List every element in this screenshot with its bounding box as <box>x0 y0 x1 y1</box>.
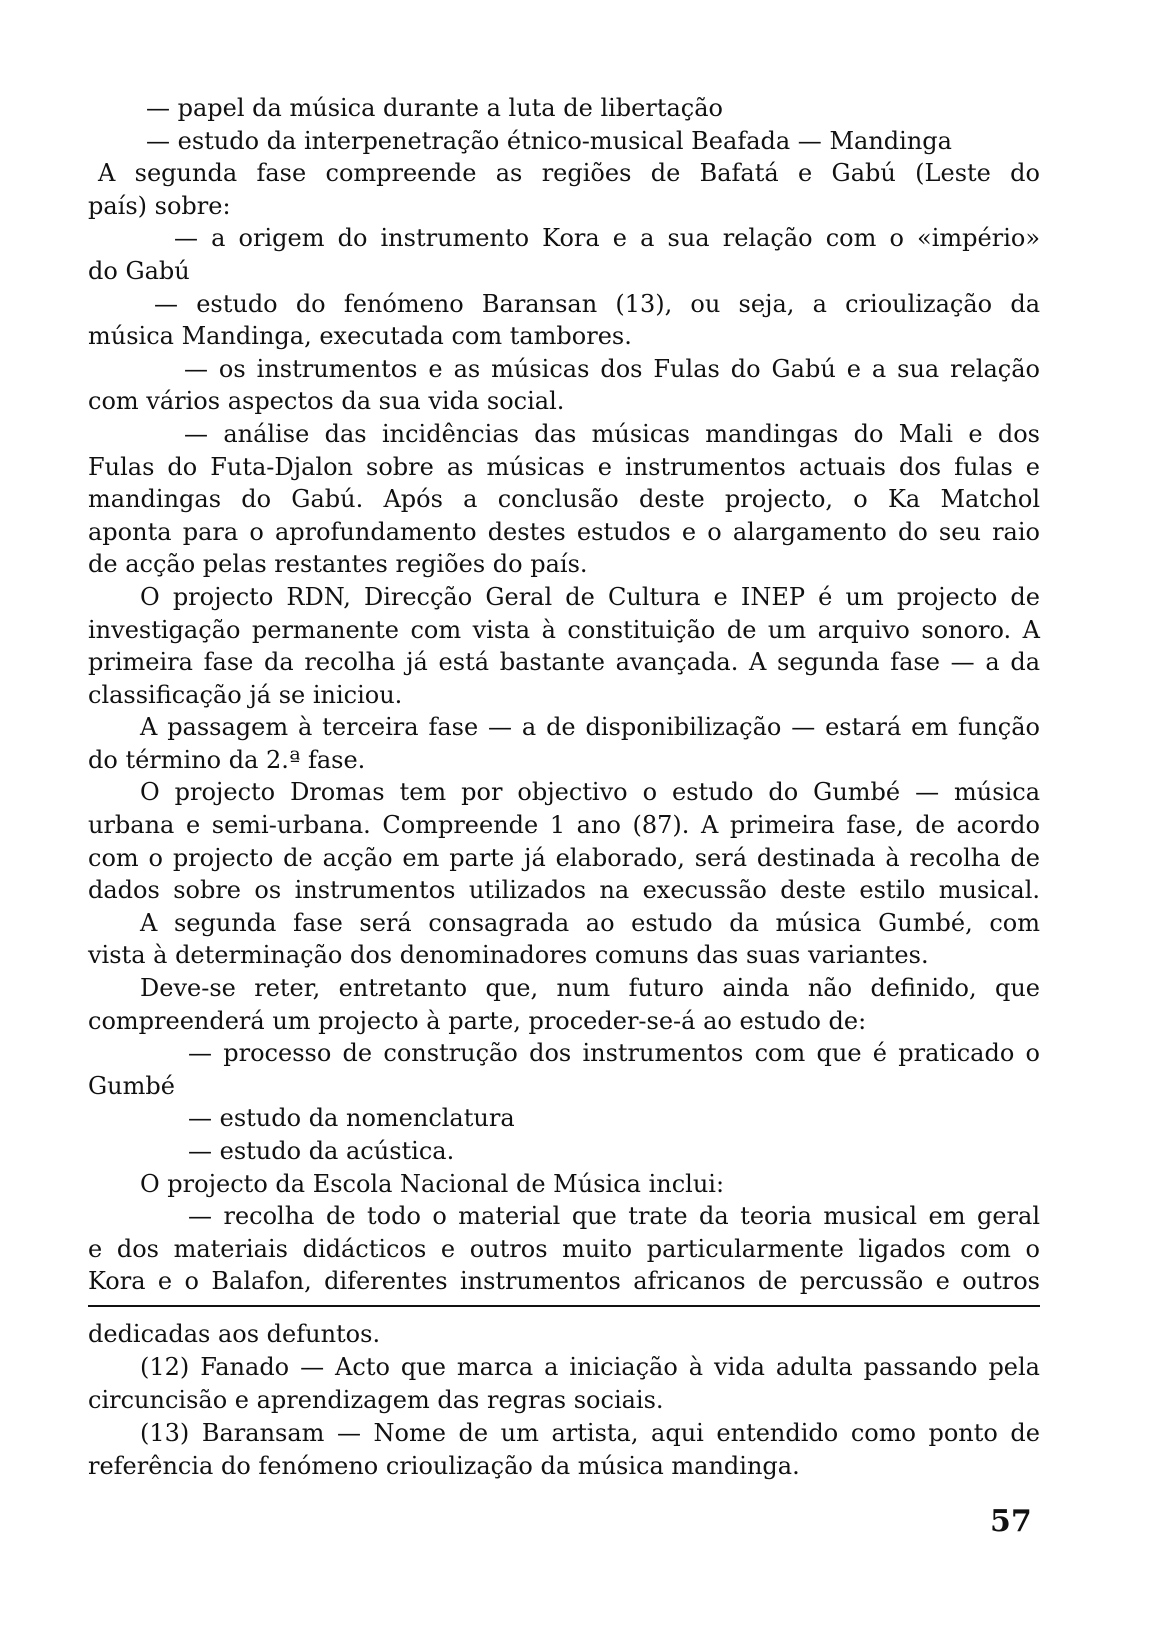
text-line: Gumbé <box>88 1071 175 1100</box>
main-text <box>88 92 1040 1298</box>
text-line: — processo de construção dos instrumentos com que é praticado o <box>188 1039 1040 1068</box>
text-line: — recolha de todo o material que trate da teoria musical em geral <box>188 1202 1040 1231</box>
text-line: — papel da música durante a luta de libertação <box>146 94 723 122</box>
text-line: dados sobre os instrumentos utilizados na execussão deste estilo musical. <box>88 876 1040 905</box>
text-line: O projecto RDN, Direcção Geral de Cultura e INEP é um projecto de <box>140 582 1040 611</box>
text-line: do Gabú <box>88 256 190 285</box>
text-line: O projecto Dromas tem por objectivo o estudo do Gumbé — música <box>140 778 1040 807</box>
text-line: — estudo da nomenclatura <box>188 1104 515 1133</box>
text-line: com o projecto de acção em parte já elaborado, será destinada à recolha de <box>88 843 1040 872</box>
separator-rule <box>88 1305 1040 1307</box>
text-line: A segunda fase compreende as regiões de Bafatá e Gabú (Leste do <box>98 159 1040 188</box>
text-line: urbana e semi-urbana. Compreende 1 ano (87). A primeira fase, de acordo <box>88 811 1040 840</box>
text-line: aponta para o aprofundamento destes estudos e o alargamento do seu raio <box>88 517 1040 546</box>
text-line: investigação permanente com vista à constituição de um arquivo sonoro. A <box>88 615 1040 644</box>
text-line: — estudo do fenómeno Baransan (13), ou seja, a crioulização da <box>154 289 1040 318</box>
text-line: — estudo da interpenetração étnico-musical Beafada — Mandinga <box>146 126 952 155</box>
footnote-line: (12) Fanado — Acto que marca a iniciação à vida adulta passando pela <box>140 1353 1040 1381</box>
text-line: — análise das incidências das músicas mandingas do Mali e dos <box>184 419 1040 448</box>
text-line: — a origem do instrumento Kora e a sua relação com o «império» <box>174 224 1040 253</box>
footnote-line: dedicadas aos defuntos. <box>88 1320 381 1348</box>
text-line: A passagem à terceira fase — a de disponibilização — estará em função <box>140 713 1040 742</box>
text-line: do término da 2.ª fase. <box>88 745 366 774</box>
text-line: vista à determinação dos denominadores comuns das suas variantes. <box>88 941 929 970</box>
text-line: A segunda fase será consagrada ao estudo da música Gumbé, com <box>140 908 1040 937</box>
text-line: O projecto da Escola Nacional de Música inclui: <box>140 1169 725 1198</box>
page-number: 57 <box>990 1504 1032 1539</box>
text-line: Deve-se reter, entretanto que, num futuro ainda não definido, que <box>140 974 1040 1003</box>
text-line: classificação já se iniciou. <box>88 680 403 709</box>
footnote-line: referência do fenómeno crioulização da música mandinga. <box>88 1452 800 1480</box>
text-line: música Mandinga, executada com tambores. <box>88 322 632 351</box>
text-line: e dos materiais didácticos e outros muito particularmente ligados com o <box>88 1234 1040 1263</box>
text-line: com vários aspectos da sua vida social. <box>88 387 565 416</box>
footnote-line: (13) Baransam — Nome de um artista, aqui entendido como ponto de <box>140 1419 1040 1447</box>
text-line: Kora e o Balafon, diferentes instrumentos africanos de percussão e outros <box>88 1267 1040 1296</box>
text-line: compreenderá um projecto à parte, proceder-se-á ao estudo de: <box>88 1006 867 1035</box>
text-line: mandingas do Gabú. Após a conclusão deste projecto, o Ka Matchol <box>88 485 1040 514</box>
text-line: país) sobre: <box>88 191 231 220</box>
footnotes <box>88 1318 1040 1483</box>
text-line: primeira fase da recolha já está bastante avançada. A segunda fase — a da <box>88 648 1040 677</box>
text-line: — estudo da acústica. <box>188 1137 455 1165</box>
footnote-separator <box>88 1305 1040 1307</box>
text-line: de acção pelas restantes regiões do país. <box>88 550 588 579</box>
footnote-line: circuncisão e aprendizagem das regras sociais. <box>88 1386 664 1414</box>
text-line: — os instrumentos e as músicas dos Fulas do Gabú e a sua relação <box>184 354 1040 383</box>
text-line: Fulas do Futa-Djalon sobre as músicas e instrumentos actuais dos fulas e <box>88 452 1040 481</box>
